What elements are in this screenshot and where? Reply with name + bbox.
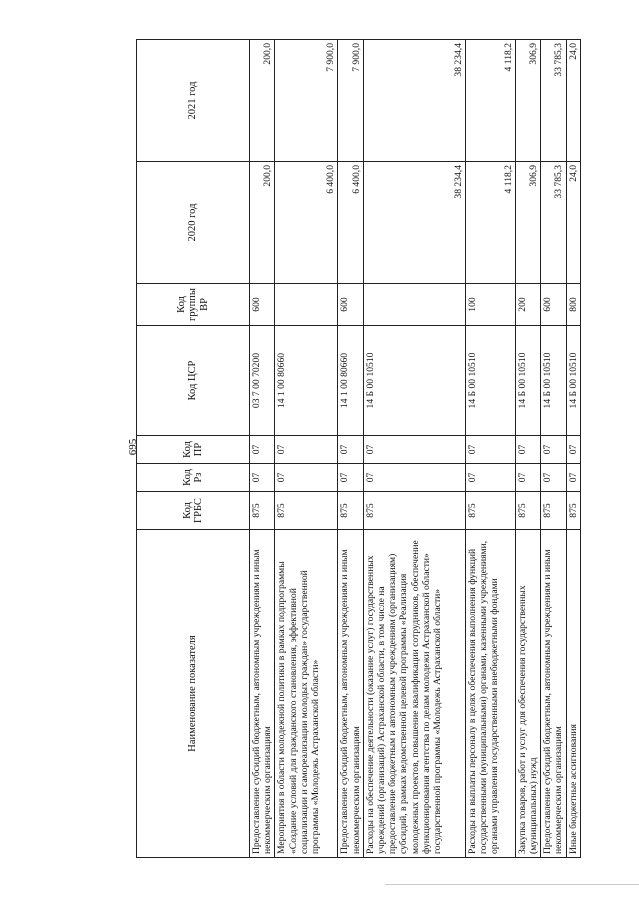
row-2020: 306,9 [515, 162, 540, 284]
row-2021: 33 785,3 [541, 40, 566, 162]
row-vr: 600 [541, 284, 566, 326]
header-name: Наименование показателя [137, 530, 250, 858]
header-vr: Код группы ВР [137, 284, 250, 326]
table-row [275, 40, 338, 858]
rotated-table-container [136, 40, 579, 858]
row-vr [275, 284, 338, 326]
header-grbs: Код ГРБС [137, 492, 250, 530]
row-2020: 4 118,2 [465, 162, 515, 284]
row-grbs: 875 [465, 492, 515, 530]
row-csr: 14 Б 00 10510 [541, 326, 566, 436]
row-rz: 07 [541, 464, 566, 492]
row-csr: 14 Б 00 10510 [465, 326, 515, 436]
row-grbs: 875 [250, 492, 275, 530]
row-name: Расходы на обеспечение деятельности (оказание услуг) государственных учреждений (организаций) Астраханской области, в том числе на предоставление бюджетным и автономным учреждениям (организациям) субсидий, в рамках ведомственной целевой программы «Реализация молодежных проектов, повышение квалификации сотрудников, обеспечение функционирования агентства по делам молодежи Астраханской области» государственной программы «Молодежь Астраханской области» [363, 530, 465, 858]
row-pr: 07 [363, 436, 465, 464]
table-row [250, 40, 275, 858]
row-rz: 07 [363, 464, 465, 492]
row-2021: 7 900,0 [275, 40, 338, 162]
header-pr: Код ПР [137, 436, 250, 464]
row-rz: 07 [338, 464, 363, 492]
row-rz: 07 [515, 464, 540, 492]
row-name: Предоставление субсидий бюджетным, автономным учреждениям и иным некоммерческим организациям [250, 530, 275, 858]
row-2020: 38 234,4 [363, 162, 465, 284]
row-name: Иные бюджетные ассигнования [566, 530, 580, 858]
row-grbs: 875 [275, 492, 338, 530]
row-grbs: 875 [338, 492, 363, 530]
header-rz: Код Рз [137, 464, 250, 492]
row-vr: 200 [515, 284, 540, 326]
row-2021: 38 234,4 [363, 40, 465, 162]
row-csr: 14 Б 00 10510 [515, 326, 540, 436]
row-rz: 07 [275, 464, 338, 492]
row-2020: 200,0 [250, 162, 275, 284]
row-2020: 24,0 [566, 162, 580, 284]
row-2020: 6 400,0 [338, 162, 363, 284]
table-body [250, 40, 581, 858]
row-csr: 03 7 00 70200 [250, 326, 275, 436]
row-pr: 07 [541, 436, 566, 464]
table-header [137, 40, 250, 858]
table-row [465, 40, 515, 858]
row-csr: 14 1 00 80660 [338, 326, 363, 436]
row-name: Мероприятия в области молодежной политики в рамках подпрограммы «Создание условий для гражданского становления, эффективной социализации и самореализации молодых граждан» государственной программы «Молодежь Астраханской области» [275, 530, 338, 858]
header-2020: 2020 год [137, 162, 250, 284]
row-csr: 14 Б 00 10510 [566, 326, 580, 436]
row-name: Закупка товаров, работ и услуг для обеспечения государственных (муниципальных) нужд [515, 530, 540, 858]
row-vr: 600 [250, 284, 275, 326]
row-2021: 4 118,2 [465, 40, 515, 162]
row-2021: 24,0 [566, 40, 580, 162]
row-rz: 07 [566, 464, 580, 492]
row-pr: 07 [338, 436, 363, 464]
row-grbs: 875 [566, 492, 580, 530]
table-row [515, 40, 540, 858]
row-vr: 600 [338, 284, 363, 326]
row-name: Предоставление субсидий бюджетным, автономным учреждениям и иным некоммерческим организациям [541, 530, 566, 858]
row-2020: 33 785,3 [541, 162, 566, 284]
row-name: Расходы на выплаты персоналу в целях обеспечения выполнения функций государственными (муниципальными) органами, казенными учреждениями, органами управления государственными внебюджетными фондами [465, 530, 515, 858]
row-vr: 800 [566, 284, 580, 326]
row-grbs: 875 [515, 492, 540, 530]
row-pr: 07 [275, 436, 338, 464]
row-2020: 6 400,0 [275, 162, 338, 284]
row-pr: 07 [566, 436, 580, 464]
row-csr: 14 Б 00 10510 [363, 326, 465, 436]
header-2021: 2021 год [137, 40, 250, 162]
row-name: Предоставление субсидий бюджетным, автономным учреждениям и иным некоммерческим организациям [338, 530, 363, 858]
row-2021: 7 900,0 [338, 40, 363, 162]
row-2021: 306,9 [515, 40, 540, 162]
row-rz: 07 [465, 464, 515, 492]
row-pr: 07 [250, 436, 275, 464]
row-rz: 07 [250, 464, 275, 492]
header-csr: Код ЦСР [137, 326, 250, 436]
row-vr: 100 [465, 284, 515, 326]
table-row [566, 40, 580, 858]
table-row [541, 40, 566, 858]
footer-rule [385, 884, 639, 885]
row-2021: 200,0 [250, 40, 275, 162]
table-row [363, 40, 465, 858]
table-row [338, 40, 363, 858]
row-pr: 07 [515, 436, 540, 464]
row-grbs: 875 [363, 492, 465, 530]
page-number: 695 [127, 438, 139, 456]
row-csr: 14 1 00 80660 [275, 326, 338, 436]
budget-table [136, 39, 581, 858]
row-pr: 07 [465, 436, 515, 464]
row-grbs: 875 [541, 492, 566, 530]
row-vr [363, 284, 465, 326]
rotated-page-area [136, 40, 579, 858]
